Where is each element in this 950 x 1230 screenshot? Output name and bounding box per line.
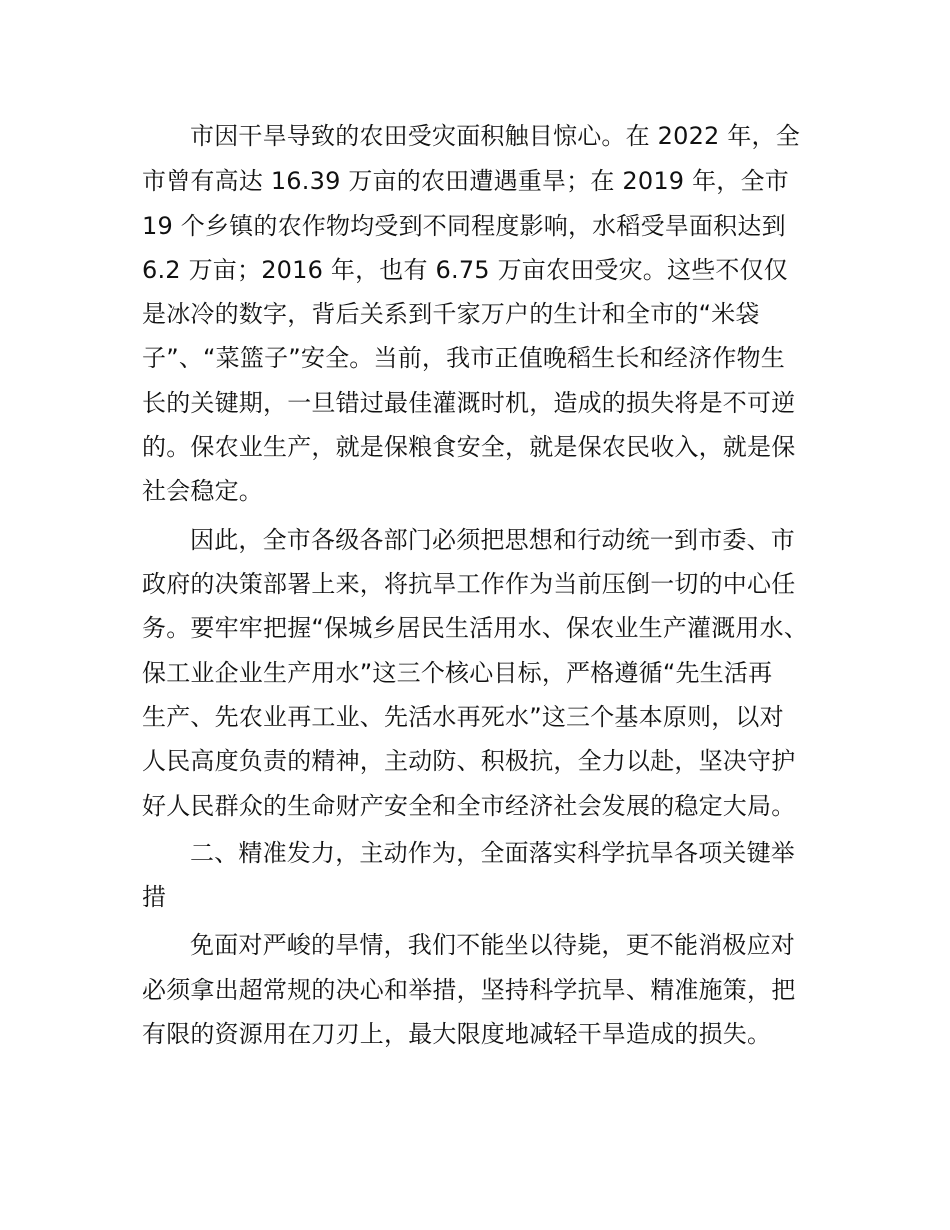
paragraph-3-line-1: 免面对严峻的旱情，我们不能坐以待毙，更不能消极应对 — [190, 931, 795, 959]
paragraph-2-line-5: 生产、先农业再工业、先活水再死水”这三个基本原则，以对 — [142, 703, 784, 731]
section-heading-line-2: 措 — [142, 883, 167, 911]
paragraph-1-line-8: 的。保农业生产，就是保粮食安全，就是保农民收入，就是保 — [142, 433, 796, 461]
paragraph-1-line-9: 社会稳定。 — [142, 477, 263, 505]
paragraph-2-line-3: 务。要牢牢把握“保城乡居民生活用水、保农业生产灌溉用水、 — [142, 614, 809, 642]
paragraph-2-line-2: 政府的决策部署上来，将抗旱工作作为当前压倒一切的中心任 — [142, 570, 796, 598]
section-heading-line-1: 二、精准发力，主动作为，全面落实科学抗旱各项关键举 — [190, 839, 795, 867]
paragraph-3-line-2: 必须拿出超常规的决心和举措，坚持科学抗旱、精准施策，把 — [142, 976, 796, 1004]
paragraph-2-line-1: 因此，全市各级各部门必须把思想和行动统一到市委、市 — [190, 526, 795, 554]
paragraph-1-line-6: 子”、“菜篮子”安全。当前，我市正值晚稻生长和经济作物生 — [142, 344, 785, 372]
paragraph-1-line-2: 市曾有高达 16.39 万亩的农田遭遇重旱；在 2019 年，全市 — [142, 167, 789, 195]
paragraph-2-line-7: 好人民群众的生命财产安全和全市经济社会发展的稳定大局。 — [142, 792, 796, 820]
paragraph-3-line-3: 有限的资源用在刀刃上，最大限度地减轻干旱造成的损失。 — [142, 1020, 772, 1048]
paragraph-2-line-6: 人民高度负责的精神，主动防、积极抗，全力以赴，坚决守护 — [142, 747, 796, 775]
paragraph-1-line-4: 6.2 万亩；2016 年，也有 6.75 万亩农田受灾。这些不仅仅 — [142, 256, 788, 284]
paragraph-2-line-4: 保工业企业生产用水”这三个核心目标，严格遵循“先生活再 — [142, 659, 773, 687]
paragraph-1-line-3: 19 个乡镇的农作物均受到不同程度影响，水稻受旱面积达到 — [142, 212, 786, 240]
paragraph-1-line-7: 长的关键期，一旦错过最佳灌溉时机，造成的损失将是不可逆 — [142, 389, 796, 417]
paragraph-1-line-5: 是冰冷的数字，背后关系到千家万户的生计和全市的“米袋 — [142, 300, 760, 328]
paragraph-1-line-1: 市因干旱导致的农田受灾面积触目惊心。在 2022 年，全 — [190, 122, 800, 150]
